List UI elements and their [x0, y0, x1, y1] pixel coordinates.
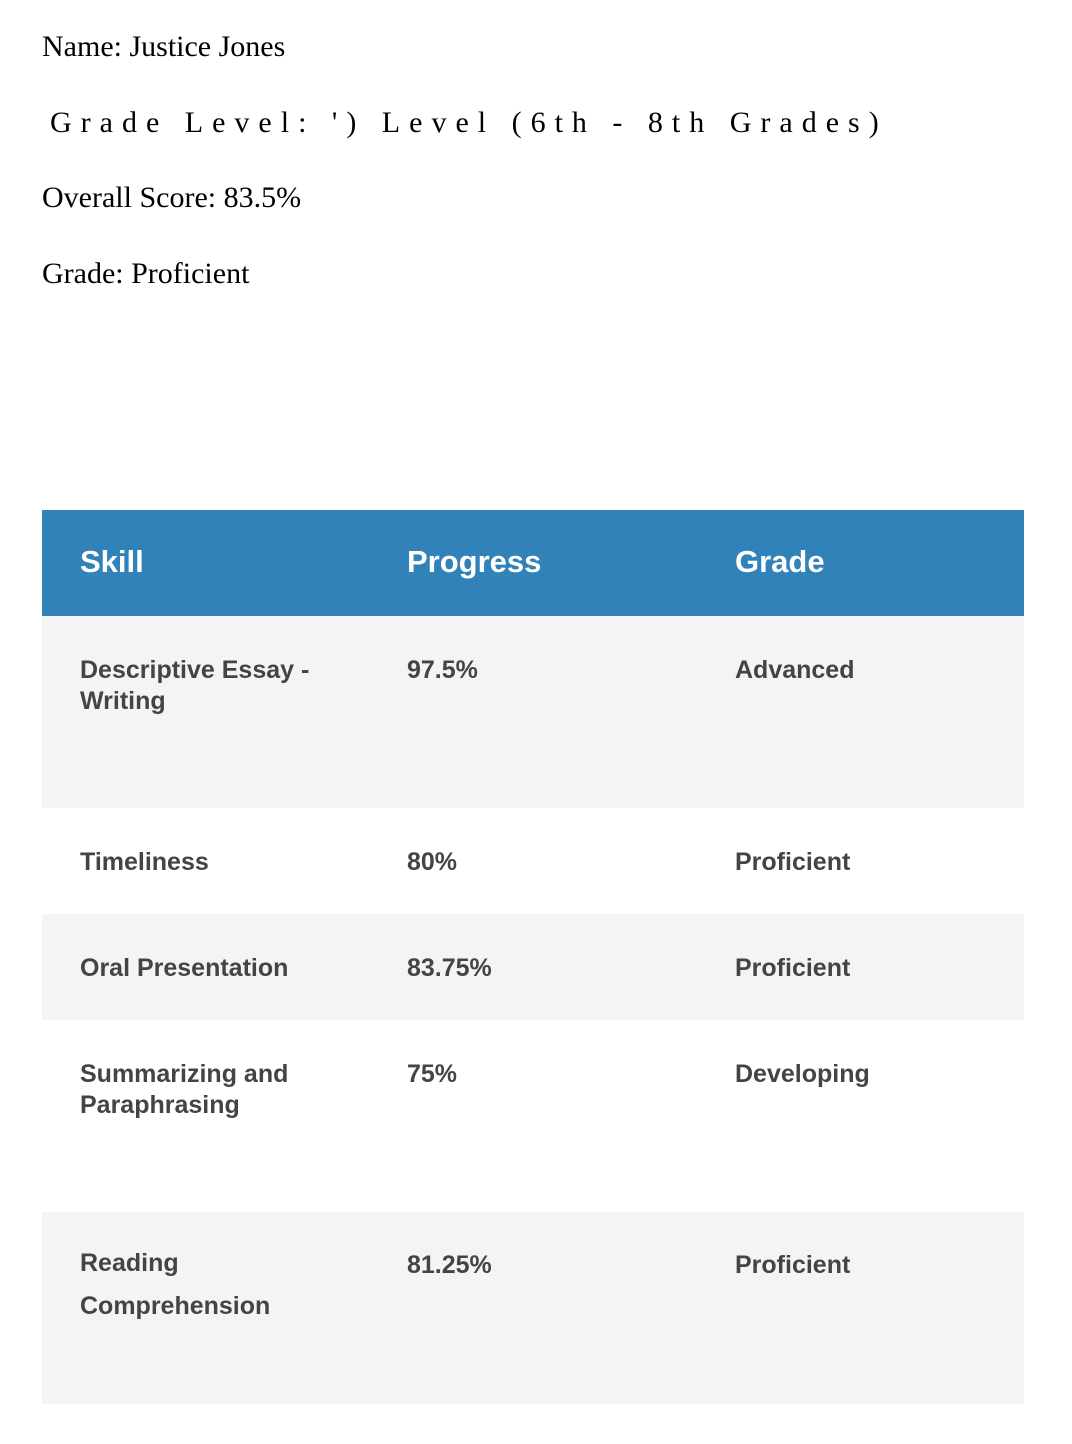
- grade-level: Grade Level: ') Level (6th - 8th Grades): [50, 106, 888, 139]
- header-progress: Progress: [407, 544, 542, 579]
- header-grade: Grade: [735, 544, 825, 579]
- grade-cell: Proficient: [735, 848, 851, 876]
- grade-cell: Proficient: [735, 954, 851, 982]
- skill-cell: Descriptive Essay - Writing: [80, 656, 310, 715]
- progress-cell: 83.75%: [407, 954, 492, 982]
- skill-cell: Oral Presentation: [80, 954, 289, 982]
- skill-cell: Summarizing and Paraphrasing: [80, 1060, 289, 1119]
- table-row: [42, 1020, 1024, 1212]
- progress-cell: 75%: [407, 1060, 458, 1088]
- table-row: [42, 914, 1024, 1020]
- skill-cell: Timeliness: [80, 848, 209, 876]
- grade-cell: Advanced: [735, 656, 855, 684]
- overall-grade: Grade: Proficient: [42, 257, 250, 290]
- progress-cell: 81.25%: [407, 1251, 492, 1279]
- grade-cell: Proficient: [735, 1251, 851, 1279]
- skills-table: [42, 510, 1024, 1404]
- table-row: [42, 616, 1024, 808]
- student-name: Name: Justice Jones: [42, 30, 286, 63]
- header-skill: Skill: [80, 544, 144, 579]
- progress-cell: 80%: [407, 848, 458, 876]
- grade-cell: Developing: [735, 1060, 870, 1088]
- skill-cell: Reading Comprehension: [80, 1249, 271, 1320]
- table-row: [42, 1212, 1024, 1404]
- table-row: [42, 808, 1024, 914]
- progress-cell: 97.5%: [407, 656, 478, 684]
- overall-score: Overall Score: 83.5%: [42, 181, 302, 214]
- table-header-row: [42, 510, 1024, 616]
